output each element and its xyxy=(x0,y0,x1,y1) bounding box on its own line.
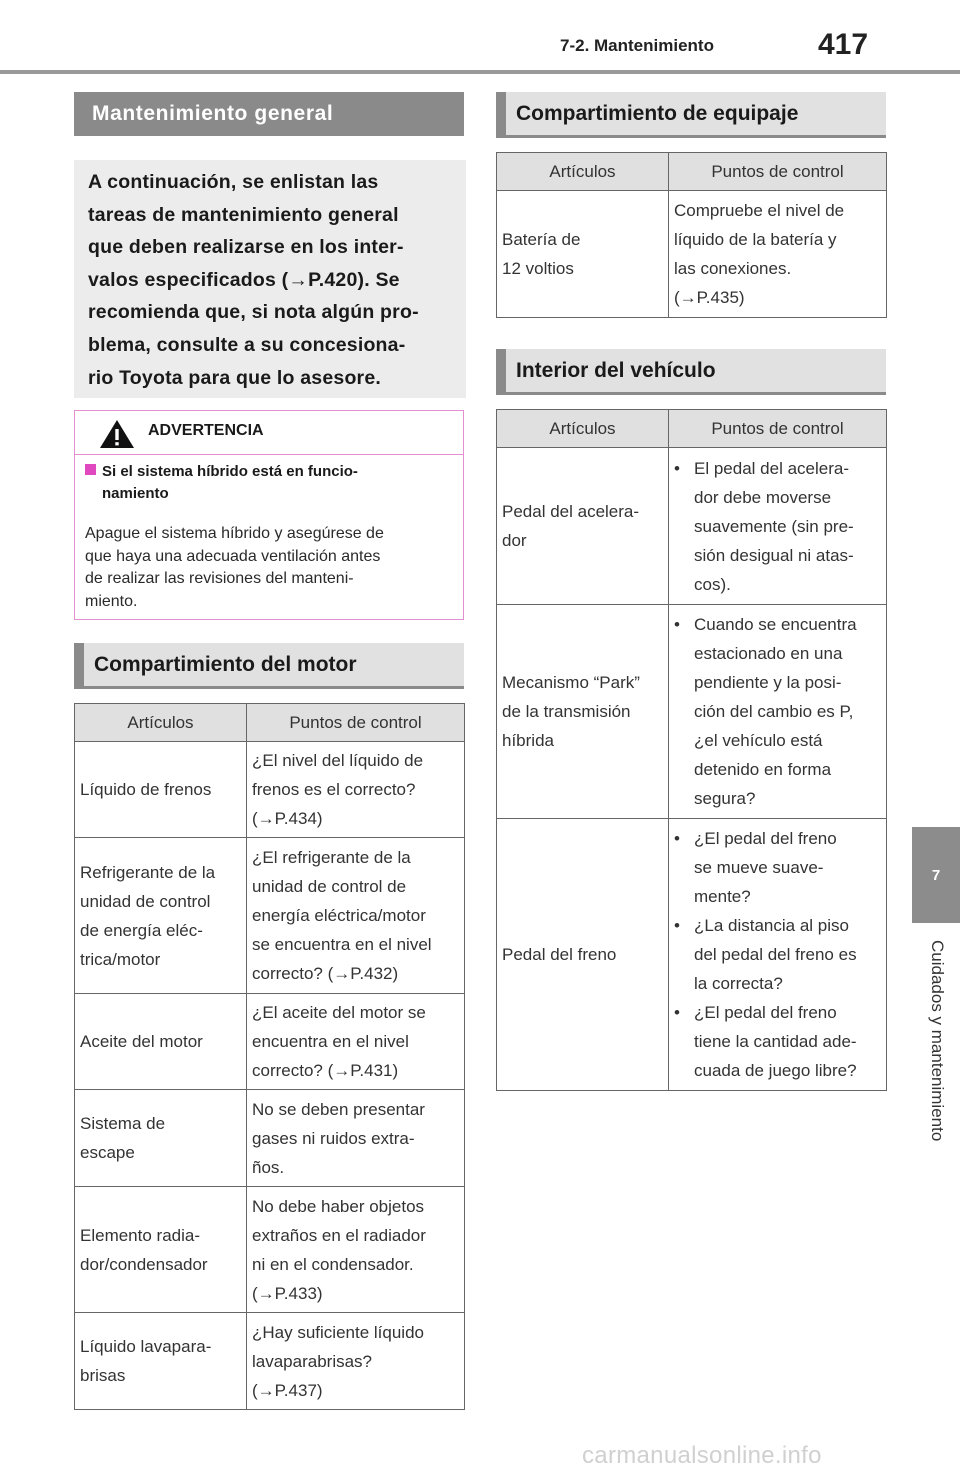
check-cell: ¿Hay suficiente líquido lavaparabrisas? (→P.437) xyxy=(247,1313,465,1410)
table-row xyxy=(75,838,465,994)
intro-line: A continuación, se enlistan las xyxy=(88,171,379,193)
interior-table xyxy=(496,409,887,1091)
list-item: • ¿El pedal del freno se mueve suave- mente? xyxy=(674,824,882,911)
intro-line: que deben realizarse en los inter- xyxy=(88,236,404,259)
check-cell xyxy=(669,819,887,1091)
square-bullet-icon xyxy=(85,464,96,475)
check-cell: ¿El aceite del motor se encuentra en el nivel correcto? (→P.431) xyxy=(247,994,465,1090)
check-cell: No se deben presentar gases ni ruidos extra- ños. xyxy=(247,1090,465,1187)
page-number: 417 xyxy=(818,28,869,61)
intro-line: valos especificados (→P.420). Se xyxy=(88,268,400,291)
warning-subtitle: Si el sistema híbrido está en funcio- namiento xyxy=(85,461,445,505)
section-title-interior: Interior del vehículo xyxy=(496,349,886,395)
table-row xyxy=(75,1187,465,1313)
intro-line: rio Toyota para que lo asesore. xyxy=(88,366,382,389)
item-cell: Batería de 12 voltios xyxy=(497,191,669,318)
check-cell: ¿El nivel del líquido de frenos es el correcto? (→P.434) xyxy=(247,742,465,838)
intro-line: recomienda que, si nota algún pro- xyxy=(88,301,419,324)
intro-box xyxy=(74,160,466,398)
item-cell: Elemento radia- dor/condensador xyxy=(75,1187,247,1313)
list-item: • ¿La distancia al piso del pedal del freno es la correcta? xyxy=(674,911,882,998)
table-row xyxy=(75,1090,465,1187)
column-header: Artículos xyxy=(497,153,669,191)
header-rule xyxy=(0,70,960,74)
table-row xyxy=(497,191,887,318)
table-header-row xyxy=(497,410,887,448)
table-row xyxy=(497,448,887,605)
column-header: Puntos de control xyxy=(669,410,887,448)
table-header-row xyxy=(75,704,465,742)
running-header-section: 7-2. Mantenimiento xyxy=(560,36,714,55)
table-header-row xyxy=(497,153,887,191)
engine-table xyxy=(74,703,465,1410)
item-cell: Refrigerante de la unidad de control de energía eléc- trica/motor xyxy=(75,838,247,994)
warning-triangle-icon xyxy=(99,419,135,449)
warning-header xyxy=(75,411,463,455)
section-title-luggage: Compartimiento de equipaje xyxy=(496,92,886,138)
check-cell: No debe haber objetos extraños en el radiador ni en el condensador. (→P.433) xyxy=(247,1187,465,1313)
item-cell: Líquido lavapara- brisas xyxy=(75,1313,247,1410)
list-item: • Cuando se encuentra estacionado en una pendiente y la posi- ción del cambio es P, ¿el vehículo está detenido en forma segura? xyxy=(674,610,882,813)
item-cell: Mecanismo “Park” de la transmisión híbrida xyxy=(497,605,669,819)
table-row xyxy=(75,994,465,1090)
item-cell: Sistema de escape xyxy=(75,1090,247,1187)
item-cell: Pedal del freno xyxy=(497,819,669,1091)
chapter-number: 7 xyxy=(931,867,941,884)
warning-title: ADVERTENCIA xyxy=(148,422,264,439)
table-row xyxy=(75,742,465,838)
list-item: • ¿El pedal del freno tiene la cantidad ade- cuada de juego libre? xyxy=(674,998,882,1085)
section-title-general: Mantenimiento general xyxy=(74,92,464,136)
chapter-tab xyxy=(912,827,960,923)
table-row xyxy=(497,819,887,1091)
item-cell: Líquido de frenos xyxy=(75,742,247,838)
watermark: carmanualsonline.info xyxy=(582,1442,822,1469)
item-cell: Aceite del motor xyxy=(75,994,247,1090)
intro-line: tareas de mantenimiento general xyxy=(88,203,399,226)
table-row xyxy=(497,605,887,819)
table-row xyxy=(75,1313,465,1410)
warning-body: Apague el sistema híbrido y asegúrese de que haya una adecuada ventilación antes de realizar las revisiones del manteni- miento. xyxy=(85,525,384,610)
section-title-engine: Compartimiento del motor xyxy=(74,643,464,689)
intro-line: blema, consulte a su concesiona- xyxy=(88,333,406,356)
list-item: • El pedal del acelera- dor debe moverse suavemente (sin pre- sión desigual ni atas- cos). xyxy=(674,454,882,599)
chapter-label: Cuidados y mantenimiento xyxy=(928,940,947,1142)
column-header: Artículos xyxy=(497,410,669,448)
check-cell: ¿El refrigerante de la unidad de control de energía eléctrica/motor se encuentra en el nivel correcto? (→P.432) xyxy=(247,838,465,994)
column-header: Artículos xyxy=(75,704,247,742)
column-header: Puntos de control xyxy=(669,153,887,191)
item-cell: Pedal del acelera- dor xyxy=(497,448,669,605)
column-header: Puntos de control xyxy=(247,704,465,742)
warning-box xyxy=(74,410,464,620)
check-cell xyxy=(669,605,887,819)
check-cell xyxy=(669,448,887,605)
luggage-table xyxy=(496,152,887,318)
check-cell: Compruebe el nivel de líquido de la batería y las conexiones. (→P.435) xyxy=(669,191,887,318)
